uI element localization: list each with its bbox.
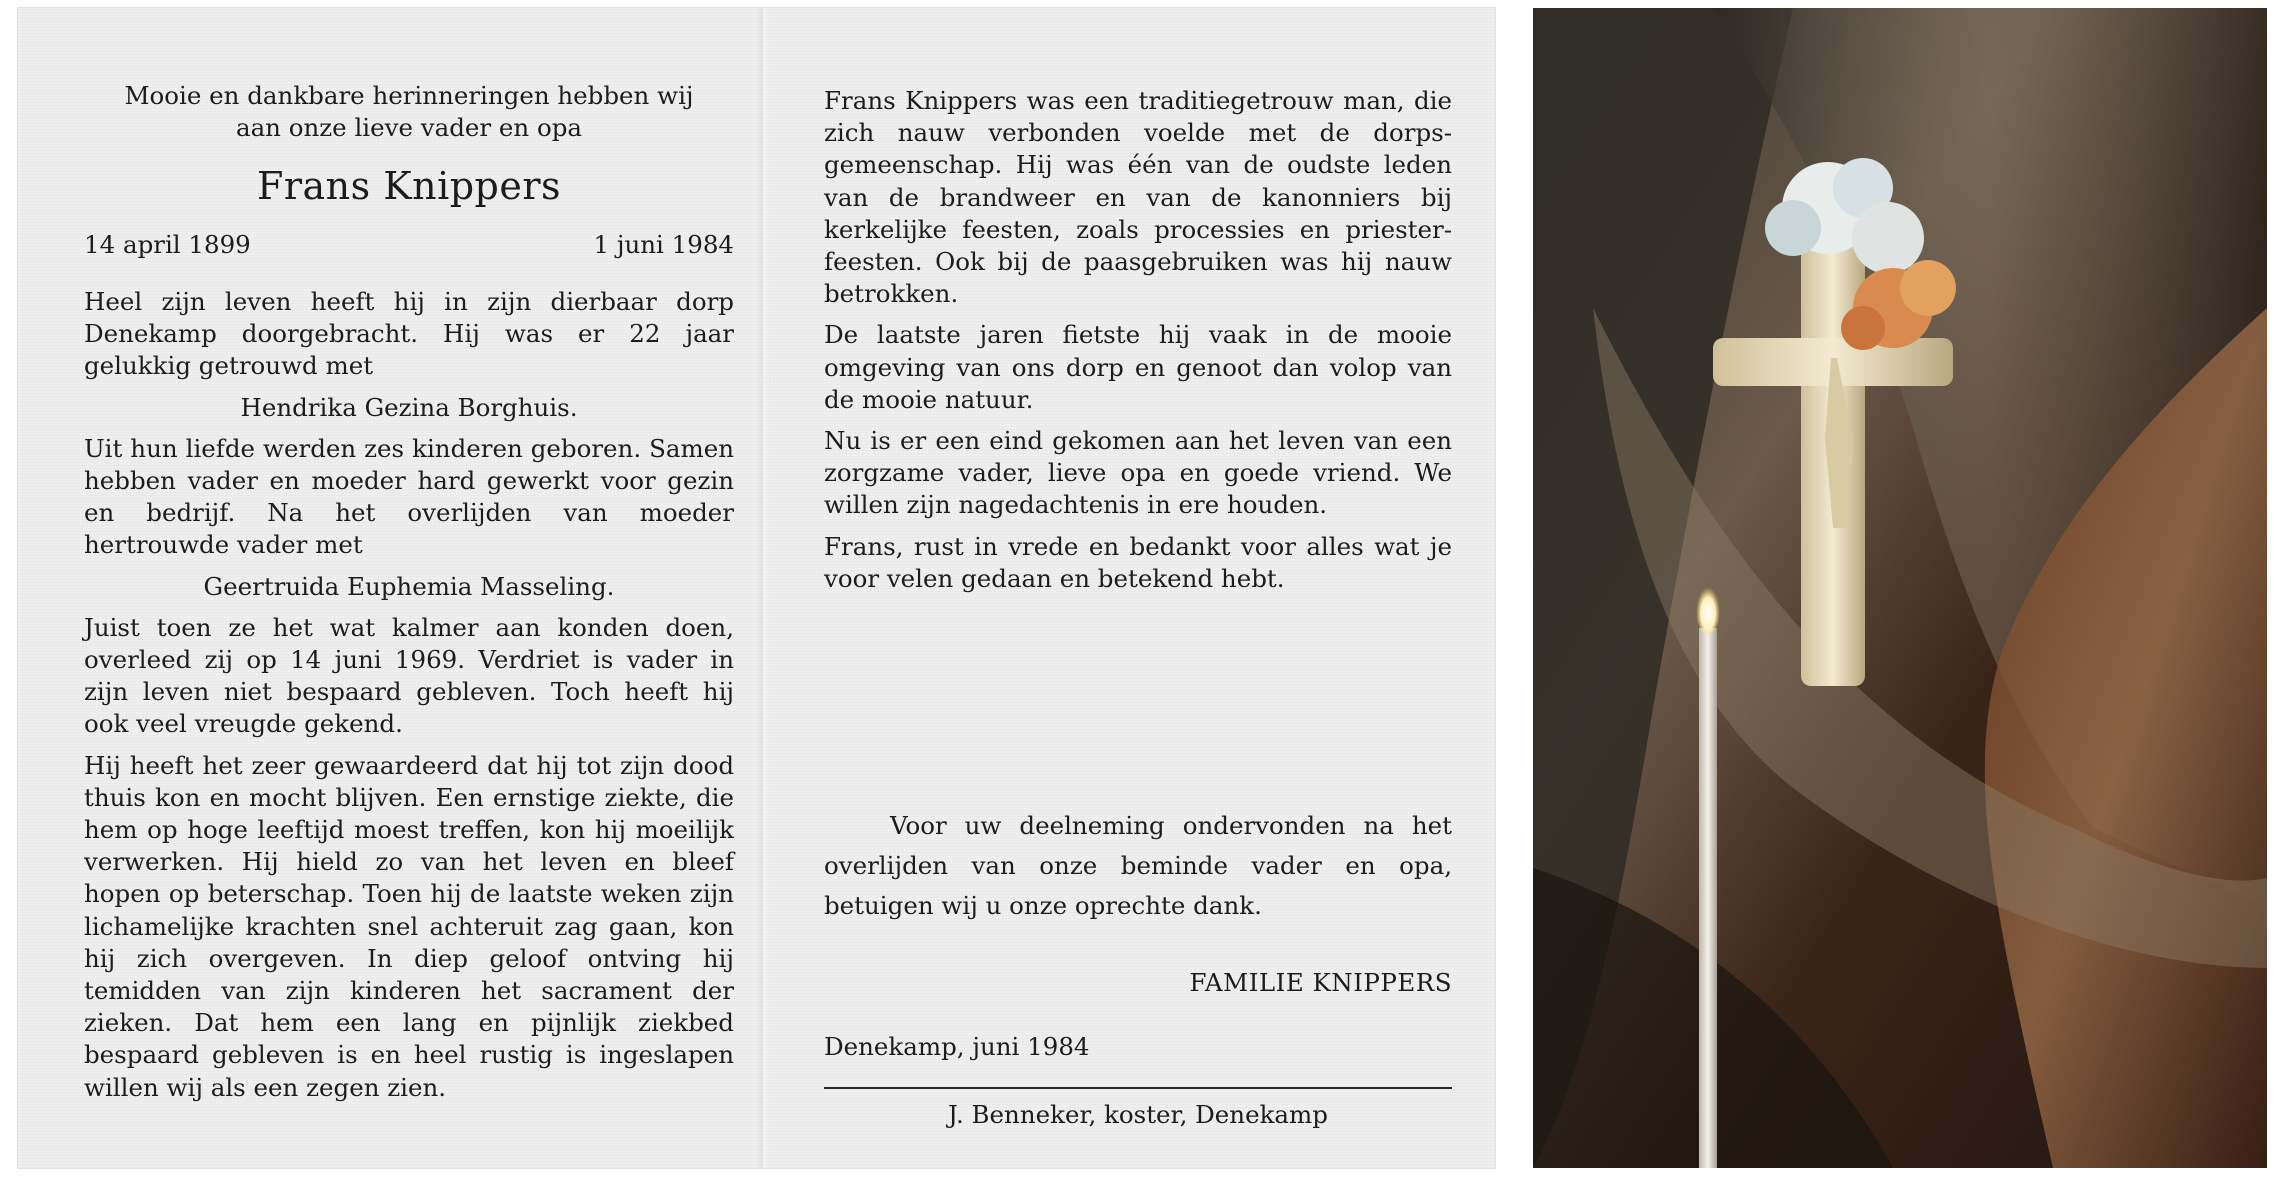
spouse-2: Geertruida Euphemia Masseling. [203, 571, 615, 601]
candle [1699, 628, 1717, 1168]
right-paragraph-3: Nu is er een eind gekomen aan het leven van een zorgzame vader, lieve opa en goede vriend. We willen zijn nagedachtenis in ere houden. [824, 426, 1452, 520]
candle-flame [1696, 582, 1720, 634]
deceased-name: Frans Knippers [256, 164, 562, 208]
place-date: Denekamp, juni 1984 [824, 1032, 1090, 1061]
crucifix-image [1533, 8, 2267, 1168]
death-date: 1 juni 1984 [593, 230, 734, 259]
intro [84, 80, 734, 144]
right-paragraph-2: De laatste jaren fietste hij vaak in de mooie omgeving van ons dorp en genoot dan volop van de mooie natuur. [824, 320, 1452, 414]
printer-credit: J. Benneker, koster, Denekamp [948, 1100, 1328, 1129]
left-paragraph-1: Heel zijn leven heeft hij in zijn dierbaar dorp Denekamp doorgebracht. Hij was er 22 jaar gelukkig getrouwd met [84, 287, 734, 381]
left-paragraph-2: Uit hun liefde werden zes kinderen geboren. Samen hebben vader en moeder hard gewerkt voor gezin en bedrijf. Na het overlijden van moeder hertrouwde vader met [84, 433, 734, 560]
thanks-note [824, 806, 1452, 926]
left-body [84, 286, 734, 1104]
memorial-photo [1533, 8, 2267, 1168]
divider-rule [824, 1087, 1452, 1089]
intro-line-1: Mooie en dankbare herinneringen hebben wij [124, 81, 694, 110]
life-dates [84, 230, 734, 259]
memorial-card [18, 8, 1495, 1168]
left-paragraph-4: Hij heeft het zeer gewaardeerd dat hij tot zijn dood thuis kon en mocht blijven. Een ernstige ziekte, die hem op hoge leeftijd moest treffen, kon hij moeilijk verwerken. Hij hield zo van het leven en bleef hopen op beterschap. Toen hij de laatste weken zijn lichamelijke krachten snel achteruit zag gaan, kon hij zich overgeven. In diep geloof ontving hij temidden van zijn kinderen het sacrament der zieken. Dat hem een lang en pijnlijk ziekbed bespaard gebleven is en heel rustig is ingeslapen willen wij als een zegen zien. [84, 750, 734, 1102]
spouse-1: Hendrika Gezina Borghuis. [240, 392, 578, 422]
right-paragraph-4: Frans, rust in vrede en bedankt voor alles wat je voor velen gedaan en betekend hebt. [824, 531, 1452, 593]
family-signature: FAMILIE KNIPPERS [1189, 968, 1452, 997]
right-paragraph-1: Frans Knippers was een traditiegetrouw man, die zich nauw verbonden voelde met de dorpsgemeenschap. Hij was één van de oudste leden van de brandweer en van de kanonniers bij kerkelijke feesten, zoals processies en priesterfeesten. Ook bij de paasgebruiken was hij nauw betrokken. [824, 86, 1452, 309]
thanks-text: Voor uw deelneming ondervonden na het overlijden van onze beminde vader en opa, betuigen wij u onze oprechte dank. [824, 811, 1452, 920]
intro-line-2: aan onze lieve vader en opa [235, 113, 583, 143]
right-body [824, 85, 1452, 595]
left-paragraph-3: Juist toen ze het wat kalmer aan konden doen, overleed zij op 14 juni 1969. Verdriet is vader in zijn leven niet bespaard gebleven. Toch heeft hij ook veel vreugde gekend. [84, 612, 734, 739]
card-fold [756, 8, 770, 1168]
birth-date: 14 april 1899 [84, 230, 251, 259]
